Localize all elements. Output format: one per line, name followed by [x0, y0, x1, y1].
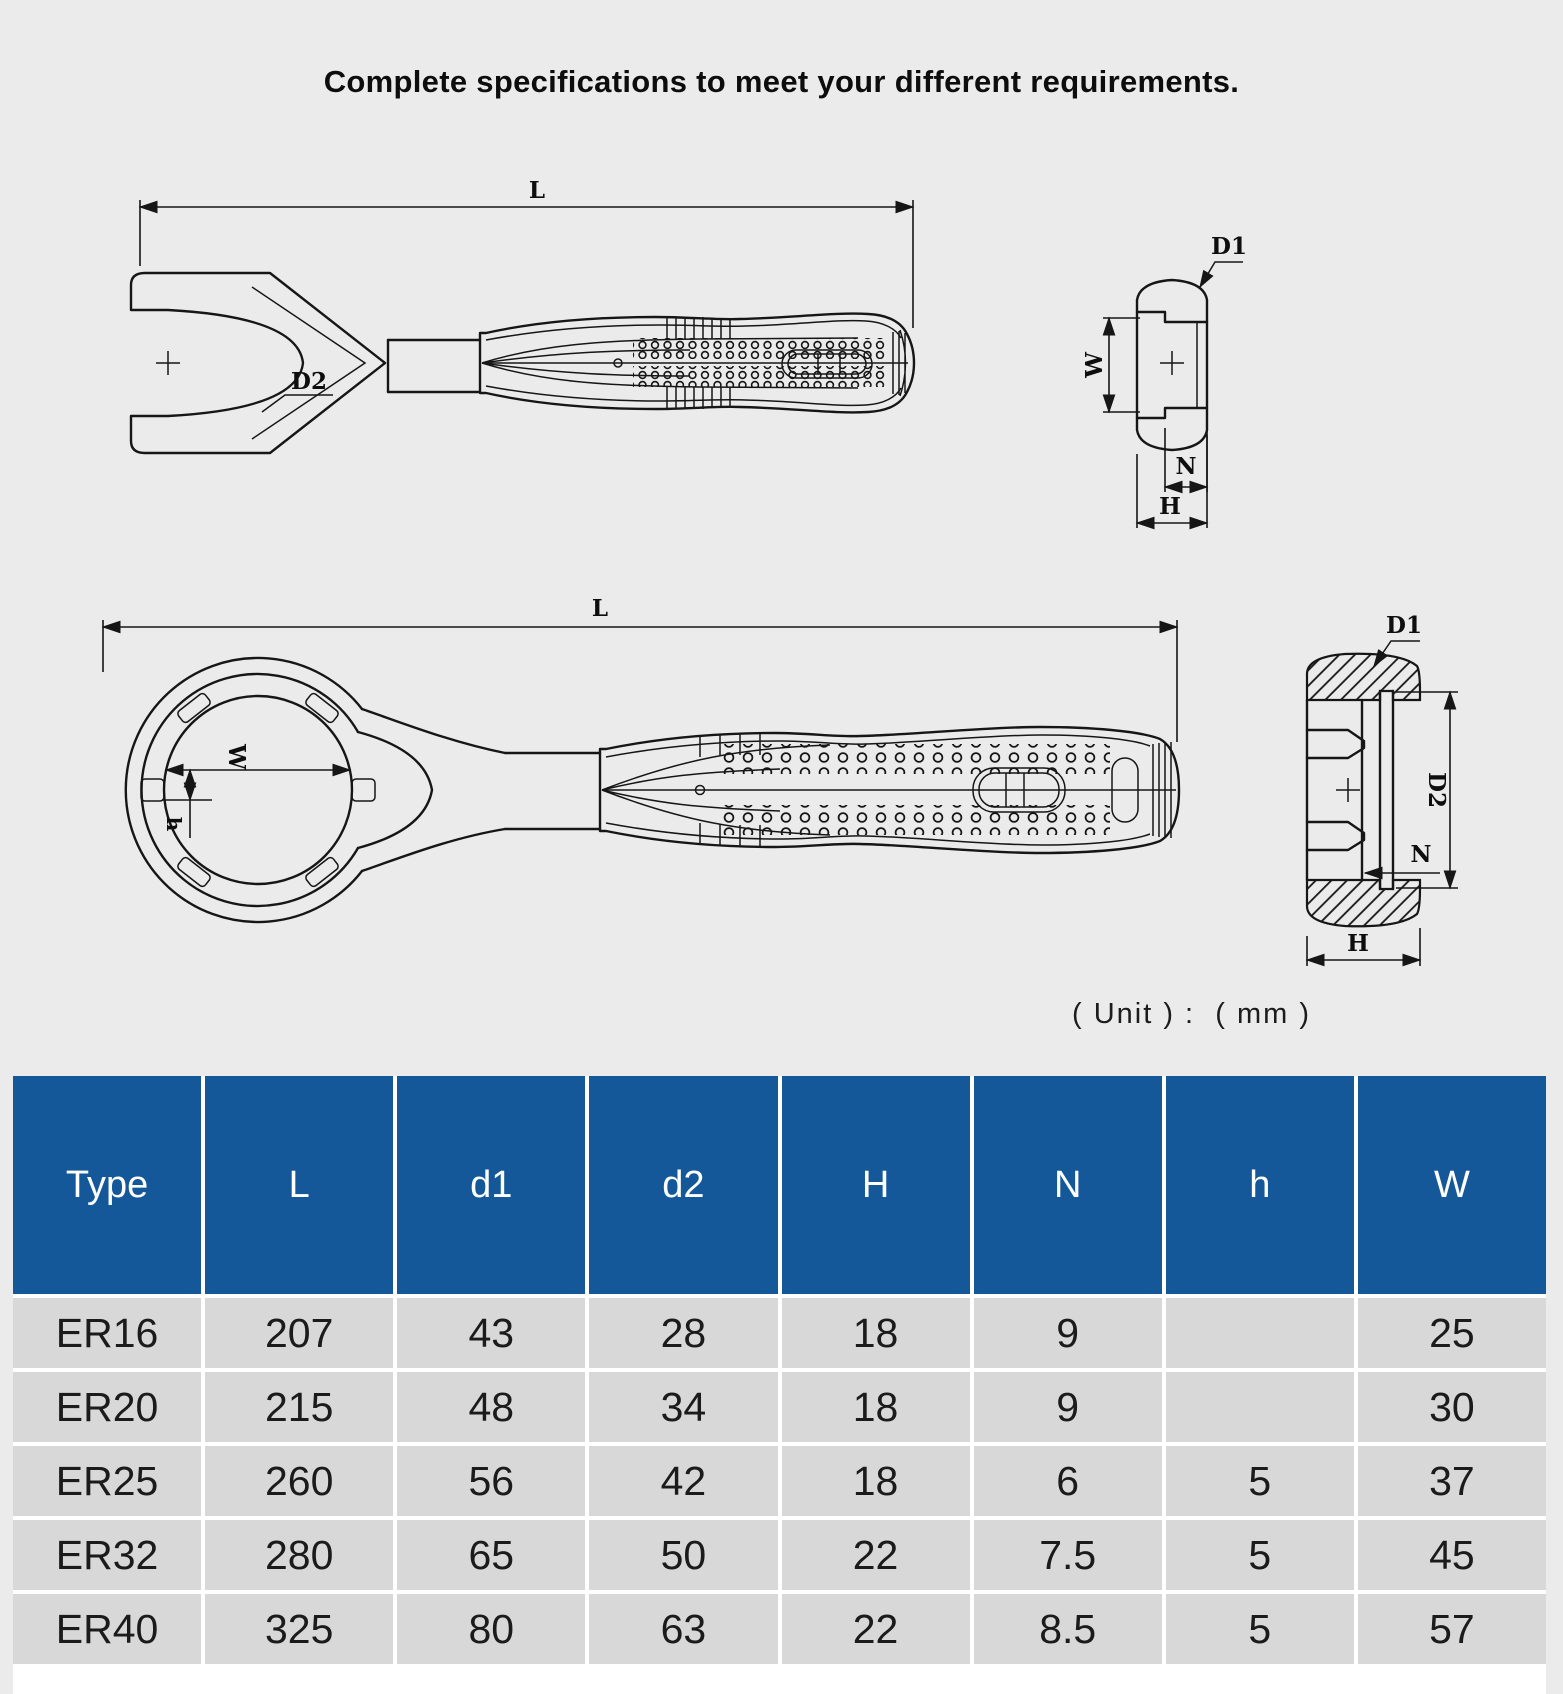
row-type-cell: ER32: [13, 1520, 201, 1590]
spec-value-cell: 5: [1166, 1594, 1354, 1664]
spec-value-cell: 28: [589, 1298, 777, 1368]
spec-value-cell: 325: [205, 1594, 393, 1664]
center-mark: [156, 351, 180, 375]
dim-label-W-bottom: W: [223, 744, 250, 770]
spec-value-cell: [1166, 1298, 1354, 1368]
spec-table: [13, 1076, 1546, 1664]
dim-label-L-top: L: [528, 177, 546, 204]
center-mark: [1160, 351, 1184, 375]
ring-tab-bottom-left: [176, 856, 211, 888]
column-header-n: N: [974, 1076, 1162, 1294]
page-title: Complete specifications to meet your different requirements.: [323, 64, 1240, 99]
column-header-d2: d2: [589, 1076, 777, 1294]
end2-tab-upper: [1307, 730, 1364, 758]
dim-label-N-bottom: N: [1410, 841, 1432, 868]
d1-leader-line: [1200, 262, 1243, 287]
spec-value-cell: 18: [782, 1372, 970, 1442]
ring-bore-circle: [164, 696, 352, 884]
spec-value-cell: 50: [589, 1520, 777, 1590]
spec-value-cell: 207: [205, 1298, 393, 1368]
column-header-h: h: [1166, 1076, 1354, 1294]
dim-label-D1-bottom: D1: [1386, 612, 1422, 639]
ring-mid-arc: [142, 674, 358, 906]
end2-bottom-cap-hatched: [1307, 880, 1420, 926]
spec-value-cell: 25: [1358, 1298, 1546, 1368]
spec-value-cell: 5: [1166, 1446, 1354, 1516]
spec-value-cell: 6: [974, 1446, 1162, 1516]
spec-value-cell: 5: [1166, 1520, 1354, 1590]
dim-label-D1-top: D1: [1211, 233, 1247, 260]
spec-value-cell: 80: [397, 1594, 585, 1664]
row-type-cell: ER25: [13, 1446, 201, 1516]
spec-value-cell: 22: [782, 1594, 970, 1664]
spec-value-cell: 45: [1358, 1520, 1546, 1590]
spec-value-cell: 37: [1358, 1446, 1546, 1516]
column-header-l: L: [205, 1076, 393, 1294]
spec-value-cell: 63: [589, 1594, 777, 1664]
spec-value-cell: [1166, 1372, 1354, 1442]
ring-tab-top-left: [176, 692, 211, 724]
ring-neck-cusp: [358, 732, 432, 848]
dim-label-H-bottom: H: [1347, 930, 1369, 957]
spec-value-cell: 215: [205, 1372, 393, 1442]
spec-value-cell: 48: [397, 1372, 585, 1442]
dim-label-N-top: N: [1175, 453, 1197, 480]
spec-value-cell: 7.5: [974, 1520, 1162, 1590]
row-type-cell: ER40: [13, 1594, 201, 1664]
spec-value-cell: 18: [782, 1298, 970, 1368]
spec-value-cell: 18: [782, 1446, 970, 1516]
end1-bottom-cap: [1137, 408, 1207, 450]
center-mark: [1336, 778, 1360, 802]
spec-value-cell: 9: [974, 1298, 1162, 1368]
ring-wrench-side-view: [103, 595, 1179, 922]
end1-top-cap: [1137, 280, 1207, 322]
spec-value-cell: 42: [589, 1446, 777, 1516]
dim-label-h-bottom: h: [162, 816, 186, 832]
unit-note: ( Unit ) : ( mm ): [1072, 998, 1311, 1030]
spec-value-cell: 30: [1358, 1372, 1546, 1442]
ring-tab-bottom-right: [304, 856, 339, 888]
spec-value-cell: 280: [205, 1520, 393, 1590]
grip-dots-bottom: [633, 366, 885, 387]
fork-wrench-end-view: [1081, 233, 1247, 528]
spec-value-cell: 43: [397, 1298, 585, 1368]
dim-label-H-top: H: [1159, 493, 1181, 520]
dim-label-W-top: W: [1081, 352, 1108, 378]
ring-tab-right: [352, 779, 375, 801]
ring-tab-top-right: [304, 692, 339, 724]
spec-value-cell: 8.5: [974, 1594, 1162, 1664]
column-header-w: W: [1358, 1076, 1546, 1294]
spec-value-cell: 22: [782, 1520, 970, 1590]
spec-value-cell: 9: [974, 1372, 1162, 1442]
end2-tab-lower: [1307, 822, 1364, 850]
spec-table-section: [13, 1076, 1546, 1694]
spec-value-cell: 56: [397, 1446, 585, 1516]
spec-value-cell: 34: [589, 1372, 777, 1442]
spec-value-cell: 57: [1358, 1594, 1546, 1664]
dim-label-L-bottom: L: [591, 595, 609, 622]
row-type-cell: ER20: [13, 1372, 201, 1442]
spec-value-cell: 260: [205, 1446, 393, 1516]
dim-label-D2: D2: [291, 368, 327, 395]
fork-inner-groove: [252, 287, 365, 439]
dim-label-D2-bottom: D2: [1423, 772, 1450, 808]
end2-top-cap-hatched: [1307, 654, 1420, 700]
ring-wrench-end-view: [1307, 612, 1458, 966]
row-type-cell: ER16: [13, 1298, 201, 1368]
fork-wrench-side-view: [131, 177, 914, 453]
spec-value-cell: 65: [397, 1520, 585, 1590]
column-header-type: Type: [13, 1076, 201, 1294]
grip-dots-bottom: [722, 805, 1110, 835]
ring-neck-outer: [362, 709, 505, 871]
grip-dots-top: [633, 338, 885, 359]
column-header-d1: d1: [397, 1076, 585, 1294]
ring-tab-left: [141, 779, 164, 801]
column-header-h: H: [782, 1076, 970, 1294]
